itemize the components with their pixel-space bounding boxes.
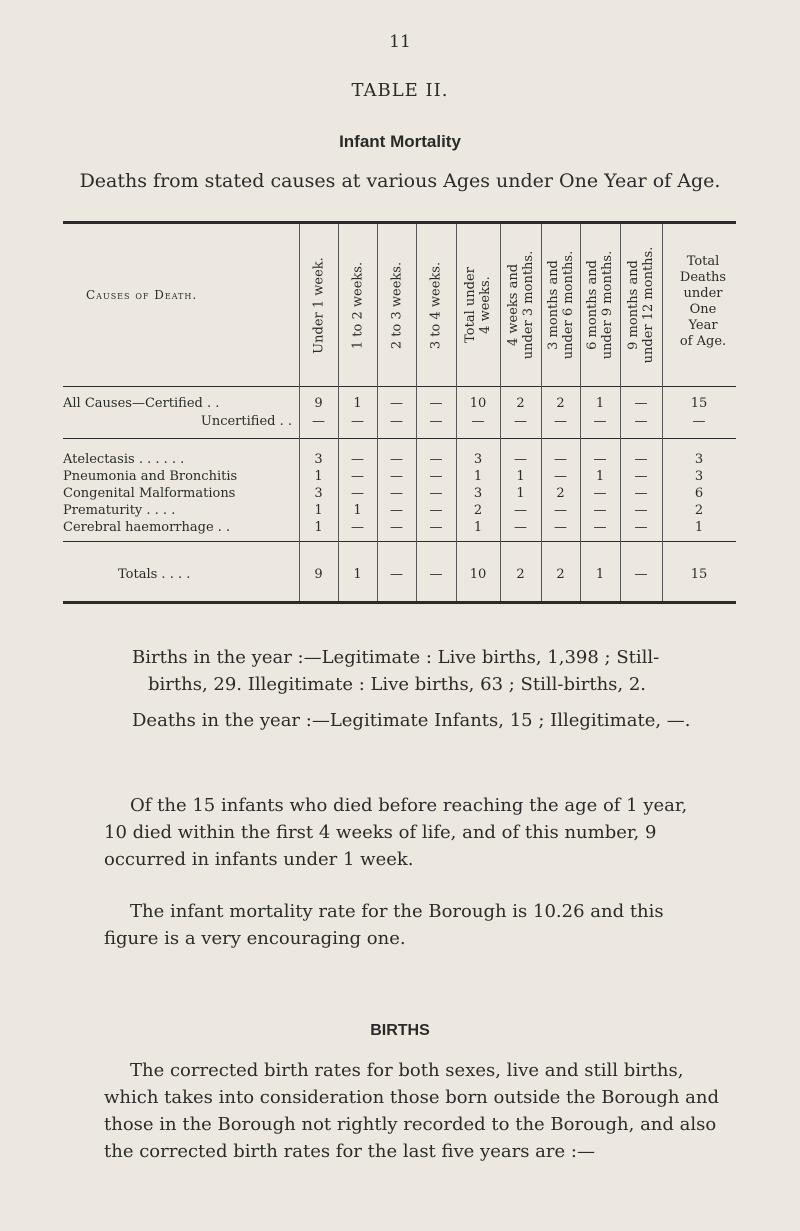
- table-cell: 9: [314, 567, 323, 582]
- table-cell: —: [514, 414, 527, 429]
- total-header-line: One: [689, 302, 717, 317]
- infants-line-2: 10 died within the first 4 weeks of life, and of this number, 9: [104, 822, 657, 843]
- table-cell: —: [312, 414, 325, 429]
- table-cell: —: [429, 396, 443, 411]
- row-label: Prematurity . . . .: [63, 503, 176, 518]
- column-rule: [541, 224, 542, 601]
- table-cell: 2: [556, 396, 565, 411]
- table-cell: 1: [694, 520, 704, 535]
- table-cell: 1: [314, 469, 323, 484]
- column-rule: [299, 224, 300, 601]
- table-cell: —: [634, 486, 648, 501]
- age-column-header: [506, 230, 536, 380]
- row-label: Totals . . . .: [118, 567, 191, 582]
- table-cell: —: [429, 520, 443, 535]
- table-cell: 1: [473, 469, 483, 484]
- age-column-header: [311, 230, 326, 380]
- table-cell: 2: [516, 396, 525, 411]
- row-label: Uncertified . .: [200, 414, 292, 429]
- age-header-line: Total under: [463, 267, 478, 343]
- row-label: Atelectasis . . . . . .: [63, 452, 185, 467]
- column-rule: [338, 224, 339, 601]
- table-cell: —: [390, 452, 403, 467]
- column-rule: [377, 224, 378, 601]
- table-cell: —: [351, 452, 364, 467]
- rate-line-2: figure is a very encouraging one.: [104, 928, 406, 949]
- age-column-header: [350, 230, 365, 380]
- table-subtitle: Deaths from stated causes at various Ages under One Year of Age.: [79, 170, 721, 192]
- table-cell: —: [554, 452, 567, 467]
- table-label: TABLE II.: [351, 80, 449, 101]
- table-cell: —: [634, 414, 648, 429]
- table-cell: 2: [473, 503, 483, 518]
- column-rule: [580, 224, 581, 601]
- table-cell: 15: [690, 567, 708, 582]
- table-cell: 6: [694, 486, 704, 501]
- table-cell: 3: [314, 486, 323, 501]
- table-cell: —: [429, 452, 443, 467]
- age-column-header: [626, 230, 656, 380]
- causes-of-death-header: Causes of Death.: [86, 288, 198, 302]
- table-cell: 1: [595, 469, 605, 484]
- table-cell: 3: [694, 469, 704, 484]
- table-cell: —: [429, 414, 443, 429]
- column-rule: [662, 224, 663, 601]
- table-cell: 1: [595, 567, 605, 582]
- table-cell: —: [634, 469, 648, 484]
- table-cell: —: [351, 520, 364, 535]
- corrected-line-1: The corrected birth rates for both sexes, live and still births,: [130, 1060, 684, 1081]
- age-header-line: under 3 months.: [520, 250, 536, 360]
- column-rule: [456, 224, 457, 601]
- table-cell: 1: [314, 520, 323, 535]
- table-cell: —: [593, 486, 607, 501]
- table-cell: 2: [556, 486, 565, 501]
- table-cell: 1: [314, 503, 323, 518]
- table-cell: 10: [469, 567, 487, 582]
- rate-line-1: The infant mortality rate for the Borough is 10.26 and this: [130, 901, 664, 922]
- table-cell: —: [634, 520, 648, 535]
- table-cell: 1: [516, 486, 525, 501]
- corrected-line-3: those in the Borough not rightly recorded to the Borough, and also: [104, 1114, 717, 1135]
- table-cell: 3: [473, 452, 483, 467]
- age-header-line: 2 to 3 weeks.: [389, 261, 404, 349]
- table-cell: 1: [353, 567, 362, 582]
- table-cell: —: [514, 452, 527, 467]
- table-cell: 1: [516, 469, 525, 484]
- age-column-header: [429, 230, 444, 380]
- table-cell: 3: [694, 452, 704, 467]
- age-header-line: 9 months and: [626, 260, 641, 350]
- table-cell: —: [634, 567, 648, 582]
- age-column-header: [389, 230, 404, 380]
- table-cell: 2: [516, 567, 525, 582]
- age-column-header: [585, 230, 615, 380]
- table-cell: 9: [314, 396, 323, 411]
- age-header-line: 1 to 2 weeks.: [350, 261, 365, 349]
- total-deaths-header: [670, 254, 736, 350]
- total-header-line: Year: [688, 318, 718, 333]
- corrected-line-4: the corrected birth rates for the last five years are :—: [104, 1141, 595, 1162]
- table-cell: 10: [469, 396, 487, 411]
- row-label: All Causes—Certified . .: [63, 396, 220, 411]
- births-heading: BIRTHS: [370, 1022, 430, 1039]
- total-header-line: under: [683, 286, 723, 301]
- age-header-line: 4 weeks and: [505, 263, 521, 347]
- births-line-2: births, 29. Illegitimate : Live births, 63 ; Still-births, 2.: [148, 674, 647, 695]
- age-header-line: under 12 months.: [641, 246, 656, 364]
- table-cell: —: [514, 503, 527, 518]
- table-cell: —: [429, 469, 443, 484]
- row-label: Congenital Malformations: [63, 486, 236, 501]
- table-cell: 2: [556, 567, 565, 582]
- table-cell: —: [593, 503, 607, 518]
- row-label: Cerebral haemorrhage . .: [63, 520, 231, 535]
- column-rule: [620, 224, 621, 601]
- age-column-header: [463, 230, 493, 380]
- table-cell: 3: [473, 486, 483, 501]
- table-cell: —: [429, 486, 443, 501]
- table-cell: —: [390, 414, 403, 429]
- table-cell: —: [634, 503, 648, 518]
- table-cell: —: [692, 414, 706, 429]
- age-header-line: under 9 months.: [600, 250, 615, 360]
- table-cell: —: [514, 520, 527, 535]
- age-column-header: [546, 230, 576, 380]
- table-cell: —: [554, 503, 567, 518]
- table-cell: —: [390, 486, 403, 501]
- total-header-line: Total: [686, 254, 720, 269]
- table-cell: 1: [353, 503, 362, 518]
- page-number: 11: [389, 32, 411, 52]
- table-cell: —: [634, 452, 648, 467]
- table-cell: 1: [595, 396, 605, 411]
- table-cell: —: [471, 414, 485, 429]
- table-cell: —: [634, 396, 648, 411]
- table-cell: 2: [694, 503, 704, 518]
- table-cell: —: [593, 452, 607, 467]
- total-header-line: of Age.: [679, 334, 727, 349]
- table-cell: —: [351, 414, 364, 429]
- age-header-line: 3 months and: [545, 260, 561, 350]
- table-cell: —: [554, 469, 567, 484]
- table-cell: —: [390, 396, 403, 411]
- age-header-line: 3 to 4 weeks.: [428, 261, 444, 349]
- table-cell: —: [390, 567, 403, 582]
- table-cell: —: [390, 520, 403, 535]
- table-cell: —: [429, 567, 443, 582]
- births-line-1: Births in the year :—Legitimate : Live births, 1,398 ; Still-: [132, 647, 660, 668]
- age-header-line: 6 months and: [585, 260, 600, 350]
- table-cell: —: [593, 414, 607, 429]
- table-cell: —: [429, 503, 443, 518]
- row-label: Pneumonia and Bronchitis: [63, 469, 238, 484]
- infants-line-1: Of the 15 infants who died before reaching the age of 1 year,: [130, 795, 688, 816]
- age-header-line: Under 1 week.: [311, 256, 326, 354]
- table-cell: —: [593, 520, 607, 535]
- age-header-line: under 6 months.: [560, 250, 576, 360]
- table-cell: 1: [473, 520, 483, 535]
- table-cell: —: [351, 486, 364, 501]
- infants-line-3: occurred in infants under 1 week.: [104, 849, 414, 870]
- total-header-line: Deaths: [679, 270, 727, 285]
- table-cell: —: [351, 469, 364, 484]
- column-rule: [416, 224, 417, 601]
- table-cell: 15: [690, 396, 708, 411]
- table-cell: —: [390, 503, 403, 518]
- corrected-line-2: which takes into consideration those born outside the Borough and: [104, 1087, 720, 1108]
- column-rule: [500, 224, 501, 601]
- age-header-line: 4 weeks.: [478, 276, 493, 334]
- table-cell: 1: [353, 396, 362, 411]
- table-cell: —: [554, 520, 567, 535]
- table-cell: —: [554, 414, 567, 429]
- table-cell: —: [390, 469, 403, 484]
- section-title: Infant Mortality: [339, 132, 461, 151]
- deaths-line: Deaths in the year :—Legitimate Infants, 15 ; Illegitimate, —.: [132, 710, 691, 731]
- table-cell: 3: [314, 452, 323, 467]
